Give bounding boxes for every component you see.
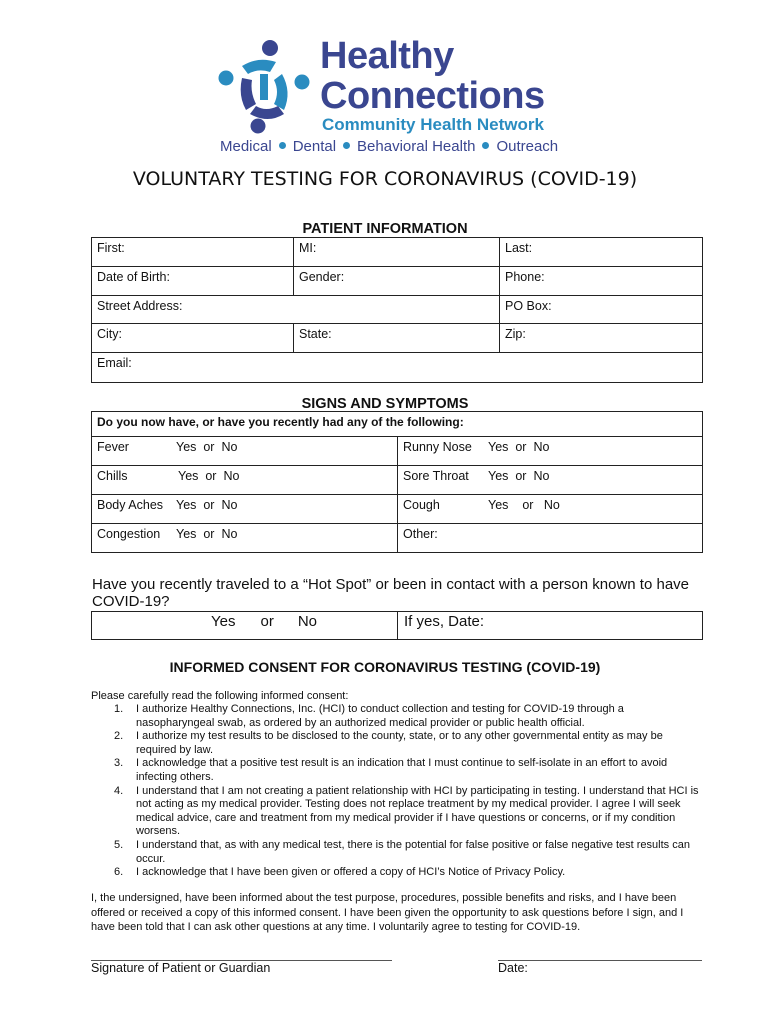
no-option[interactable]: No xyxy=(221,498,238,512)
symptom-label: Body Aches xyxy=(97,498,164,512)
signature-date-line[interactable] xyxy=(498,960,702,961)
patient-signature-label: Signature of Patient or Guardian xyxy=(91,961,271,975)
symptom-row-cough xyxy=(398,495,703,524)
symptom-row-fever xyxy=(92,437,398,466)
date-of-birth-field[interactable]: Date of Birth: xyxy=(92,267,294,296)
consent-item-text: I understand that I am not creating a patient relationship with HCI by participating in testing. I understand that HCI is not acting as my medical provider. Testing does not replace treatment by my medical provider. I agree I will seek medical advice, care and treatment from my medical provider if I have questions or concerns, or if my condition worsens. xyxy=(136,784,699,838)
signature-date-label: Date: xyxy=(498,961,528,975)
symptom-label: Runny Nose xyxy=(403,440,472,454)
symptom-row-congestion xyxy=(92,524,398,553)
bullet-dot-icon xyxy=(279,142,286,149)
symptoms-table xyxy=(91,411,703,553)
consent-item xyxy=(91,757,701,784)
yes-option[interactable]: Yes xyxy=(488,498,509,512)
no-option[interactable]: No xyxy=(221,440,238,454)
yes-option[interactable]: Yes xyxy=(488,469,509,483)
service-behavioral-health: Behavioral Health xyxy=(357,138,476,155)
yes-option[interactable]: Yes xyxy=(178,469,199,483)
last-name-field[interactable]: Last: xyxy=(500,238,703,267)
travel-or-text: or xyxy=(260,613,274,630)
brand-name-line2: Connections xyxy=(320,75,545,117)
bullet-dot-icon xyxy=(343,142,350,149)
patient-information-table xyxy=(91,237,703,383)
phone-field[interactable]: Phone: xyxy=(500,267,703,296)
consent-intro: Please carefully read the following informed consent: xyxy=(91,690,349,702)
brand-name-line1: Healthy xyxy=(320,35,454,77)
patient-information-heading: PATIENT INFORMATION xyxy=(302,221,468,237)
informed-consent-heading: INFORMED CONSENT FOR CORONAVIRUS TESTING (COVID-19) xyxy=(169,659,601,675)
travel-date-field[interactable]: If yes, Date: xyxy=(398,612,703,640)
consent-item xyxy=(91,839,701,866)
po-box-field[interactable]: PO Box: xyxy=(500,296,703,324)
symptom-row-body-aches xyxy=(92,495,398,524)
symptoms-prompt: Do you now have, or have you recently had any of the following: xyxy=(92,412,703,437)
brand-services xyxy=(220,137,558,157)
no-option[interactable]: No xyxy=(543,498,560,512)
no-option[interactable]: No xyxy=(223,469,240,483)
consent-item-number: 1. xyxy=(114,703,124,715)
service-outreach: Outreach xyxy=(496,138,559,155)
symptom-row-sore-throat xyxy=(398,466,703,495)
signs-symptoms-heading: SIGNS AND SYMPTOMS xyxy=(301,396,469,412)
gender-field[interactable]: Gender: xyxy=(294,267,500,296)
travel-answer-table xyxy=(91,611,703,640)
state-field[interactable]: State: xyxy=(294,324,500,353)
city-field[interactable]: City: xyxy=(92,324,294,353)
consent-item-number: 3. xyxy=(114,757,124,770)
symptom-label: Sore Throat xyxy=(403,469,469,483)
consent-item-text: I understand that, as with any medical test, there is the potential for false positive or false negative test results can occur. xyxy=(136,838,690,865)
email-field[interactable]: Email: xyxy=(92,353,703,383)
consent-item-text: I acknowledge that I have been given or offered a copy of HCI’s Notice of Privacy Policy. xyxy=(136,866,566,879)
service-medical: Medical xyxy=(220,138,272,155)
consent-item xyxy=(91,730,701,757)
yes-option[interactable]: Yes xyxy=(488,440,509,454)
consent-agreement: I, the undersigned, have been informed about the test purpose, procedures, possible benefits and risks, and I have been offered or received a copy of this informed consent. I have been given the opportunity to ask questions before I sign, and I have been told that I can ask other questions at any time. I voluntarily agree to testing for COVID-19. xyxy=(91,892,684,934)
travel-yes-no xyxy=(92,612,398,640)
consent-item-text: I authorize my test results to be disclosed to the county, state, or to any other governmental entity as may be required by law. xyxy=(136,730,663,756)
consent-item-number: 2. xyxy=(114,730,124,743)
symptom-row-runny-nose xyxy=(398,437,703,466)
brand-tagline: Community Health Network xyxy=(322,115,544,134)
no-option[interactable]: No xyxy=(221,527,238,541)
or-text: or xyxy=(203,498,215,512)
consent-item-number: 6. xyxy=(114,866,124,879)
middle-initial-field[interactable]: MI: xyxy=(294,238,500,267)
people-circle-logo-icon xyxy=(212,38,312,134)
or-text: or xyxy=(205,469,217,483)
yes-option[interactable]: Yes xyxy=(176,440,197,454)
symptom-label: Congestion xyxy=(97,527,161,541)
or-text: or xyxy=(522,498,534,512)
healthy-connections-logo xyxy=(212,36,572,160)
symptom-label: Cough xyxy=(403,498,440,512)
consent-item xyxy=(91,866,701,880)
consent-list xyxy=(91,703,701,880)
no-option[interactable]: No xyxy=(533,440,550,454)
travel-no-option[interactable]: No xyxy=(297,613,318,630)
consent-item xyxy=(91,703,701,730)
travel-question: Have you recently traveled to a “Hot Spot” or been in contact with a person known to have COVID-19? xyxy=(92,576,689,610)
consent-item-text: I acknowledge that a positive test result is an indication that I must continue to self-isolate in an effort to avoid infecting others. xyxy=(136,757,668,783)
bullet-dot-icon xyxy=(482,142,489,149)
or-text: or xyxy=(203,440,215,454)
symptom-label: Fever xyxy=(97,440,129,454)
or-text: or xyxy=(515,469,527,483)
no-option[interactable]: No xyxy=(533,469,550,483)
symptom-row-chills xyxy=(92,466,398,495)
consent-item-number: 4. xyxy=(114,784,124,797)
or-text: or xyxy=(203,527,215,541)
zip-field[interactable]: Zip: xyxy=(500,324,703,353)
symptom-label: Chills xyxy=(97,469,128,483)
service-dental: Dental xyxy=(292,138,337,155)
yes-option[interactable]: Yes xyxy=(176,498,197,512)
consent-item-number: 5. xyxy=(114,838,124,851)
consent-item-text: I authorize Healthy Connections, Inc. (HCI) to conduct collection and testing for COVID-19 through a nasopharyngeal swab, as ordered by an authorized medical provider or public health official. xyxy=(136,703,624,729)
consent-item xyxy=(91,785,701,839)
yes-option[interactable]: Yes xyxy=(176,527,197,541)
street-address-field[interactable]: Street Address: xyxy=(92,296,500,324)
document-title: VOLUNTARY TESTING FOR CORONAVIRUS (COVID-19) xyxy=(132,168,638,190)
first-name-field[interactable]: First: xyxy=(92,238,294,267)
or-text: or xyxy=(515,440,527,454)
other-symptom-field[interactable]: Other: xyxy=(398,524,703,553)
travel-yes-option[interactable]: Yes xyxy=(211,613,236,630)
